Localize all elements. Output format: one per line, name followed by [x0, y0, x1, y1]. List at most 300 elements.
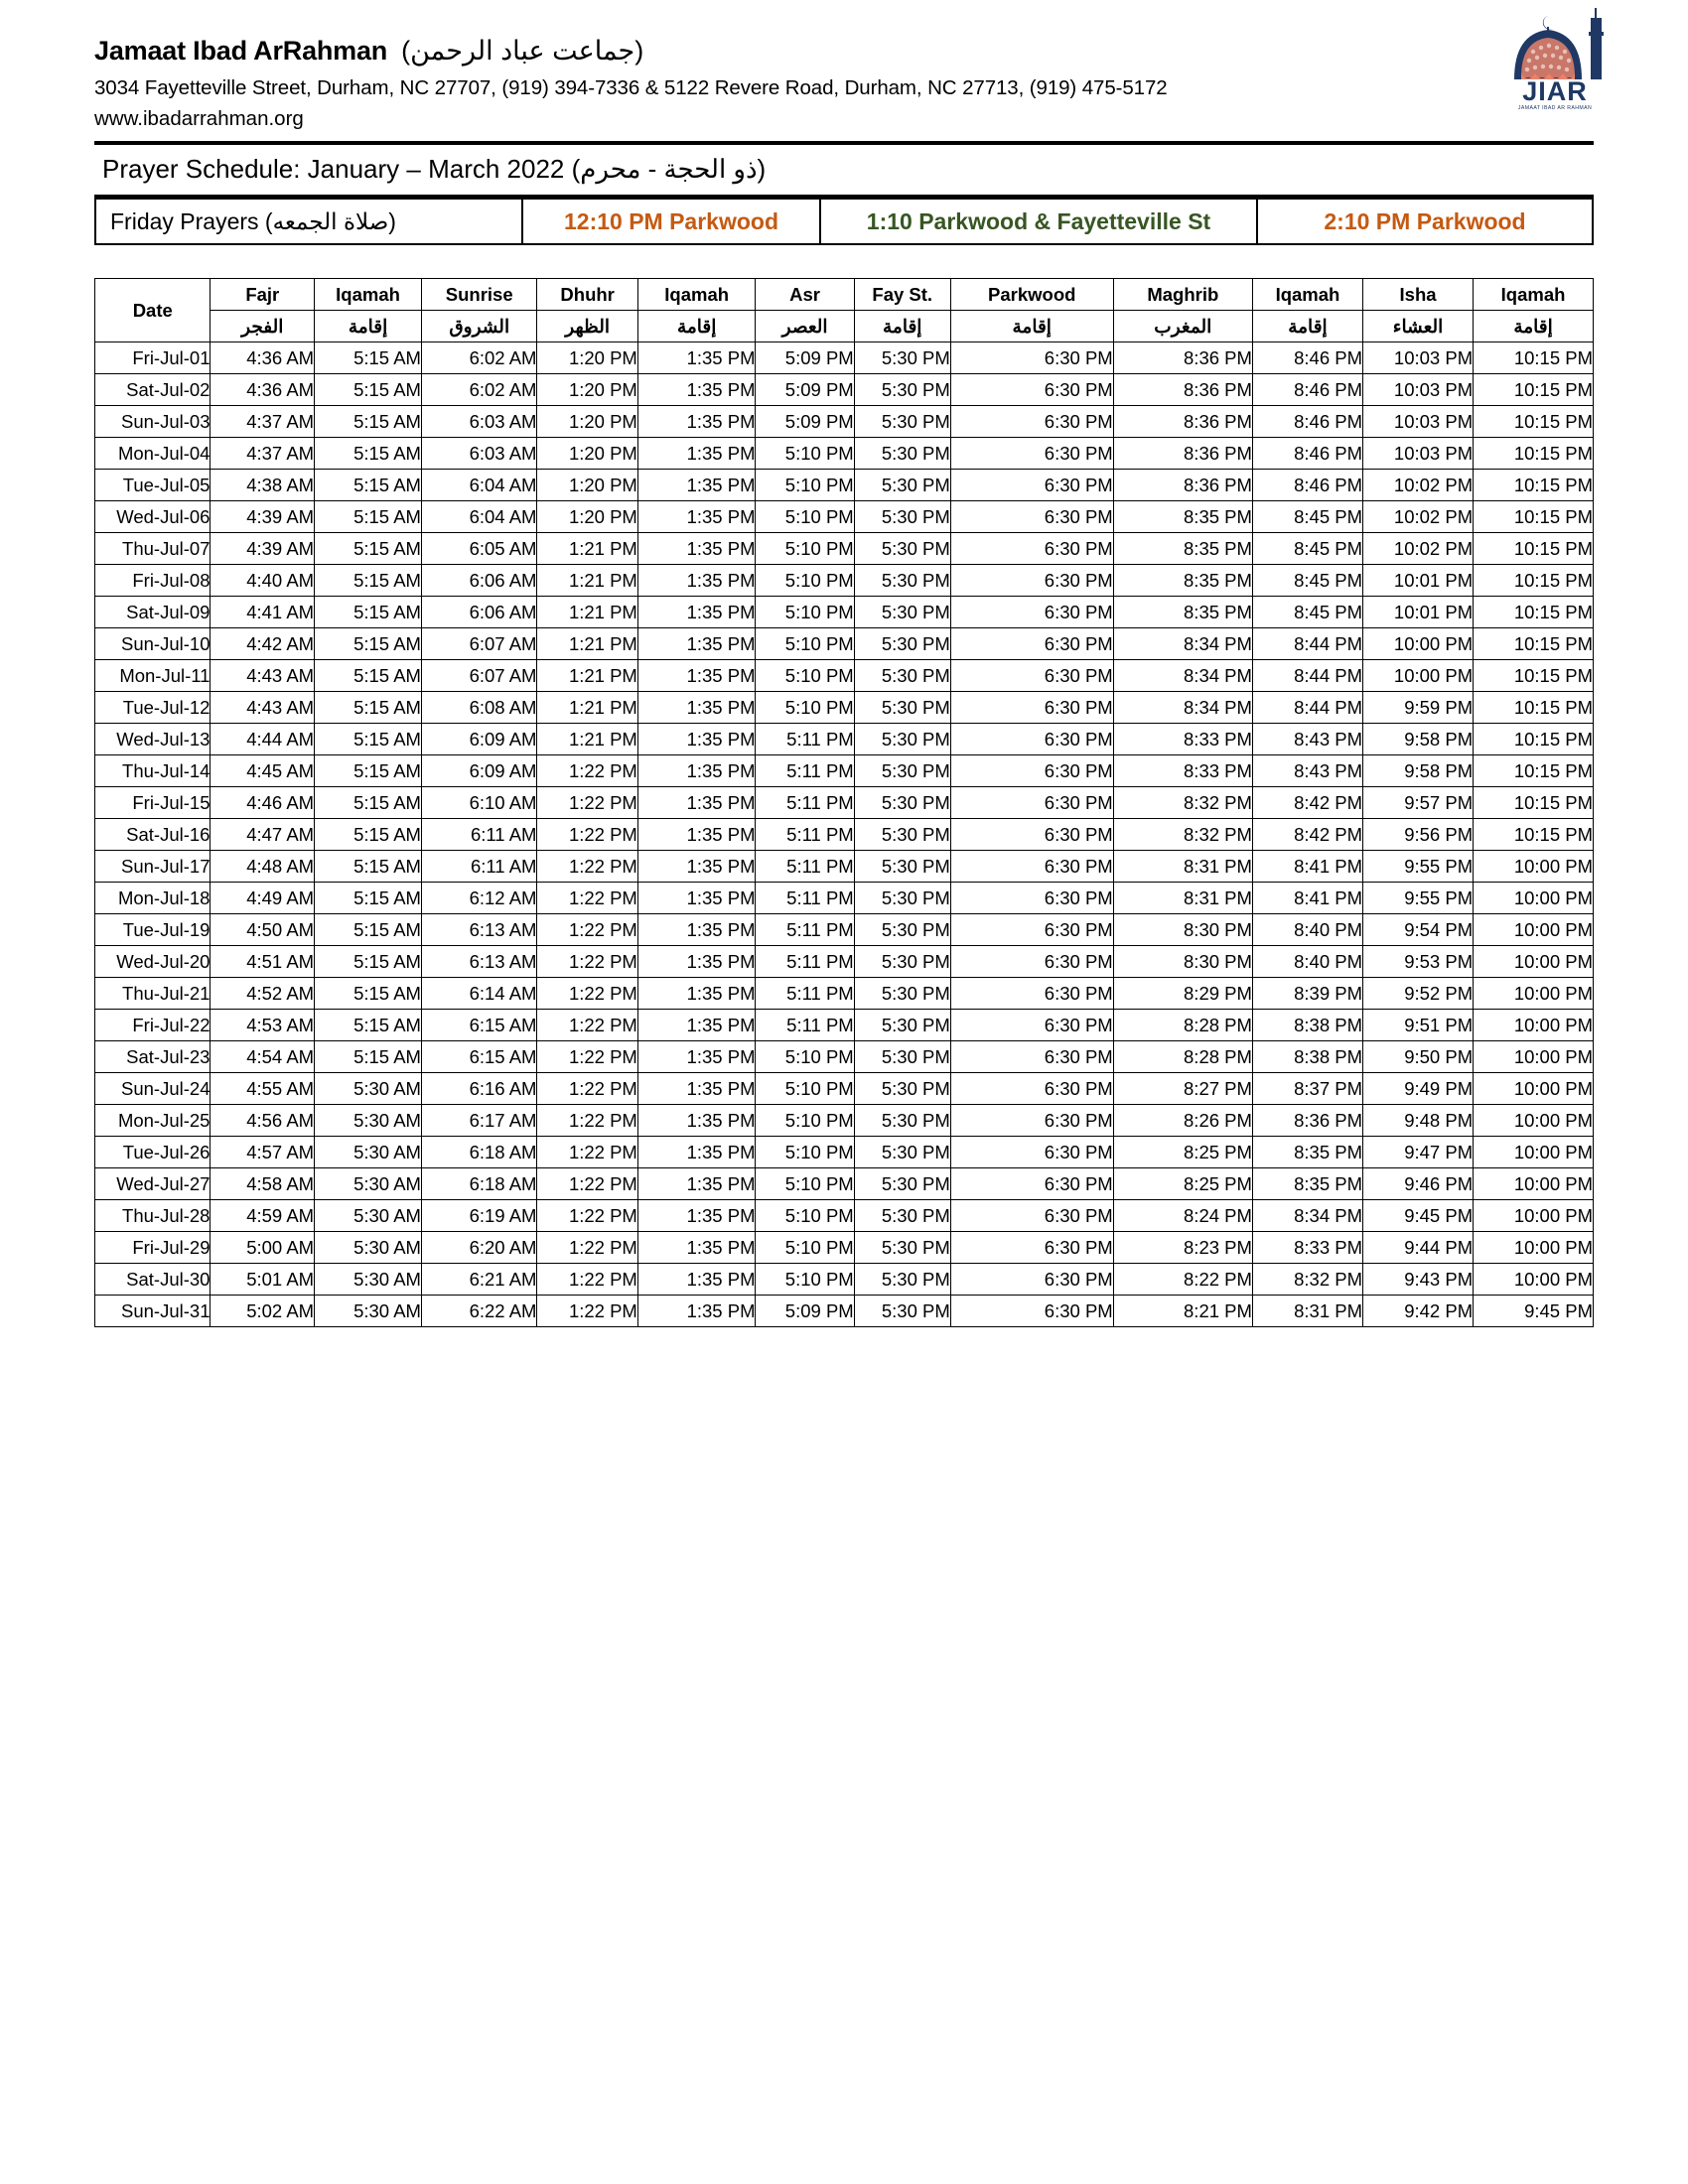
cell-date: Mon-Jul-25 — [95, 1105, 211, 1137]
cell-time: 1:35 PM — [637, 1232, 756, 1264]
cell-time: 5:15 AM — [315, 438, 422, 470]
cell-time: 5:10 PM — [756, 1073, 854, 1105]
cell-time: 1:21 PM — [537, 628, 637, 660]
cell-time: 5:10 PM — [756, 1168, 854, 1200]
cell-time: 6:30 PM — [950, 1105, 1113, 1137]
cell-time: 5:10 PM — [756, 1232, 854, 1264]
cell-time: 1:22 PM — [537, 1264, 637, 1296]
cell-time: 4:59 AM — [211, 1200, 315, 1232]
cell-time: 5:30 PM — [854, 946, 950, 978]
cell-time: 10:00 PM — [1474, 1200, 1594, 1232]
cell-time: 1:22 PM — [537, 1010, 637, 1041]
cell-time: 8:45 PM — [1252, 597, 1362, 628]
cell-time: 1:22 PM — [537, 1041, 637, 1073]
cell-time: 10:15 PM — [1474, 501, 1594, 533]
cell-time: 1:35 PM — [637, 1010, 756, 1041]
cell-time: 1:35 PM — [637, 597, 756, 628]
cell-time: 1:35 PM — [637, 724, 756, 755]
mosque-logo-icon — [1496, 8, 1614, 113]
cell-time: 8:33 PM — [1113, 724, 1252, 755]
cell-time: 6:30 PM — [950, 755, 1113, 787]
cell-time: 6:30 PM — [950, 501, 1113, 533]
cell-time: 8:36 PM — [1113, 470, 1252, 501]
cell-time: 1:35 PM — [637, 1041, 756, 1073]
cell-time: 5:11 PM — [756, 851, 854, 883]
cell-time: 6:30 PM — [950, 1137, 1113, 1168]
table-row — [95, 851, 1594, 883]
cell-time: 5:11 PM — [756, 755, 854, 787]
cell-time: 5:10 PM — [756, 692, 854, 724]
cell-time: 6:06 AM — [421, 565, 536, 597]
cell-time: 4:39 AM — [211, 501, 315, 533]
column-header-dhuhr: Dhuhr — [537, 279, 637, 311]
cell-time: 10:00 PM — [1474, 1168, 1594, 1200]
cell-time: 5:10 PM — [756, 470, 854, 501]
cell-time: 1:20 PM — [537, 501, 637, 533]
cell-time: 4:50 AM — [211, 914, 315, 946]
cell-time: 6:15 AM — [421, 1041, 536, 1073]
cell-date: Tue-Jul-19 — [95, 914, 211, 946]
table-row — [95, 1232, 1594, 1264]
column-header-parkwood: Parkwood — [950, 279, 1113, 311]
cell-time: 5:30 PM — [854, 342, 950, 374]
cell-time: 10:03 PM — [1363, 406, 1474, 438]
cell-time: 9:50 PM — [1363, 1041, 1474, 1073]
cell-time: 5:30 PM — [854, 1296, 950, 1327]
cell-time: 5:15 AM — [315, 565, 422, 597]
cell-time: 5:01 AM — [211, 1264, 315, 1296]
cell-time: 1:35 PM — [637, 978, 756, 1010]
cell-time: 6:03 AM — [421, 438, 536, 470]
cell-time: 6:04 AM — [421, 470, 536, 501]
cell-time: 5:30 PM — [854, 1232, 950, 1264]
jiar-logo — [1496, 8, 1614, 113]
cell-time: 6:11 AM — [421, 851, 536, 883]
cell-time: 5:10 PM — [756, 501, 854, 533]
cell-time: 6:30 PM — [950, 470, 1113, 501]
cell-time: 8:35 PM — [1252, 1168, 1362, 1200]
table-row — [95, 533, 1594, 565]
cell-time: 1:35 PM — [637, 660, 756, 692]
cell-time: 10:02 PM — [1363, 533, 1474, 565]
cell-time: 4:58 AM — [211, 1168, 315, 1200]
cell-time: 9:53 PM — [1363, 946, 1474, 978]
cell-time: 10:15 PM — [1474, 692, 1594, 724]
cell-date: Mon-Jul-04 — [95, 438, 211, 470]
cell-date: Wed-Jul-20 — [95, 946, 211, 978]
cell-time: 8:46 PM — [1252, 438, 1362, 470]
cell-time: 5:30 PM — [854, 1073, 950, 1105]
cell-time: 1:35 PM — [637, 470, 756, 501]
organization-line — [94, 36, 1604, 67]
cell-time: 1:22 PM — [537, 1073, 637, 1105]
cell-time: 9:48 PM — [1363, 1105, 1474, 1137]
cell-time: 5:30 AM — [315, 1105, 422, 1137]
cell-time: 4:37 AM — [211, 438, 315, 470]
cell-time: 5:30 PM — [854, 1168, 950, 1200]
cell-date: Sat-Jul-16 — [95, 819, 211, 851]
column-header-sunrise-ar: الشروق — [421, 311, 536, 342]
cell-time: 8:43 PM — [1252, 755, 1362, 787]
cell-time: 8:46 PM — [1252, 342, 1362, 374]
column-header-fajr-ar: الفجر — [211, 311, 315, 342]
column-header-isha-iqamah: Iqamah — [1474, 279, 1594, 311]
cell-time: 8:28 PM — [1113, 1041, 1252, 1073]
cell-time: 10:15 PM — [1474, 660, 1594, 692]
cell-time: 5:30 PM — [854, 755, 950, 787]
friday-prayers-row — [94, 200, 1594, 245]
cell-date: Sat-Jul-09 — [95, 597, 211, 628]
svg-text:JIAR: JIAR — [1522, 76, 1588, 106]
cell-time: 4:47 AM — [211, 819, 315, 851]
cell-time: 6:11 AM — [421, 819, 536, 851]
cell-time: 6:30 PM — [950, 533, 1113, 565]
cell-time: 1:35 PM — [637, 1264, 756, 1296]
column-header-isha-iqamah-ar: إقامة — [1474, 311, 1594, 342]
cell-time: 5:10 PM — [756, 1137, 854, 1168]
table-row — [95, 565, 1594, 597]
cell-time: 9:45 PM — [1474, 1296, 1594, 1327]
cell-time: 8:42 PM — [1252, 819, 1362, 851]
cell-time: 5:09 PM — [756, 342, 854, 374]
cell-time: 8:32 PM — [1113, 819, 1252, 851]
cell-time: 1:35 PM — [637, 1200, 756, 1232]
cell-time: 6:30 PM — [950, 628, 1113, 660]
cell-time: 5:30 PM — [854, 914, 950, 946]
table-row — [95, 883, 1594, 914]
cell-time: 10:01 PM — [1363, 565, 1474, 597]
cell-date: Sat-Jul-02 — [95, 374, 211, 406]
cell-time: 10:00 PM — [1474, 1010, 1594, 1041]
cell-date: Tue-Jul-05 — [95, 470, 211, 501]
cell-time: 5:30 PM — [854, 374, 950, 406]
cell-time: 1:22 PM — [537, 1232, 637, 1264]
cell-time: 1:35 PM — [637, 501, 756, 533]
cell-time: 1:35 PM — [637, 851, 756, 883]
cell-time: 5:10 PM — [756, 1105, 854, 1137]
cell-time: 10:00 PM — [1474, 1041, 1594, 1073]
cell-date: Sat-Jul-30 — [95, 1264, 211, 1296]
cell-time: 1:35 PM — [637, 1105, 756, 1137]
cell-time: 6:15 AM — [421, 1010, 536, 1041]
table-row — [95, 1137, 1594, 1168]
cell-time: 9:52 PM — [1363, 978, 1474, 1010]
cell-time: 4:51 AM — [211, 946, 315, 978]
cell-time: 6:16 AM — [421, 1073, 536, 1105]
cell-time: 9:55 PM — [1363, 883, 1474, 914]
cell-time: 10:00 PM — [1474, 978, 1594, 1010]
cell-time: 10:03 PM — [1363, 374, 1474, 406]
cell-time: 1:20 PM — [537, 470, 637, 501]
cell-time: 6:10 AM — [421, 787, 536, 819]
column-header-fajr-iqamah: Iqamah — [315, 279, 422, 311]
cell-time: 5:11 PM — [756, 883, 854, 914]
cell-time: 5:30 AM — [315, 1264, 422, 1296]
table-row — [95, 438, 1594, 470]
cell-time: 5:15 AM — [315, 374, 422, 406]
cell-time: 5:10 PM — [756, 565, 854, 597]
cell-time: 5:15 AM — [315, 533, 422, 565]
cell-time: 1:21 PM — [537, 692, 637, 724]
cell-time: 8:40 PM — [1252, 914, 1362, 946]
cell-time: 5:30 PM — [854, 565, 950, 597]
cell-time: 6:09 AM — [421, 724, 536, 755]
friday-prayers-label: Friday Prayers (صلاة الجمعه) — [96, 200, 523, 243]
cell-time: 1:22 PM — [537, 1137, 637, 1168]
cell-time: 5:15 AM — [315, 342, 422, 374]
cell-date: Wed-Jul-06 — [95, 501, 211, 533]
cell-time: 10:01 PM — [1363, 597, 1474, 628]
cell-time: 5:11 PM — [756, 946, 854, 978]
cell-time: 6:30 PM — [950, 438, 1113, 470]
cell-time: 8:27 PM — [1113, 1073, 1252, 1105]
cell-date: Thu-Jul-14 — [95, 755, 211, 787]
table-row — [95, 1105, 1594, 1137]
cell-time: 6:20 AM — [421, 1232, 536, 1264]
cell-date: Thu-Jul-07 — [95, 533, 211, 565]
cell-time: 1:20 PM — [537, 438, 637, 470]
cell-time: 5:15 AM — [315, 914, 422, 946]
cell-time: 4:45 AM — [211, 755, 315, 787]
cell-time: 5:11 PM — [756, 819, 854, 851]
cell-time: 8:25 PM — [1113, 1168, 1252, 1200]
table-row — [95, 692, 1594, 724]
cell-time: 5:15 AM — [315, 883, 422, 914]
cell-time: 8:31 PM — [1252, 1296, 1362, 1327]
table-row — [95, 1296, 1594, 1327]
cell-time: 4:53 AM — [211, 1010, 315, 1041]
cell-time: 4:43 AM — [211, 692, 315, 724]
cell-time: 9:43 PM — [1363, 1264, 1474, 1296]
cell-time: 5:30 AM — [315, 1073, 422, 1105]
cell-time: 5:30 PM — [854, 1200, 950, 1232]
table-row — [95, 946, 1594, 978]
organization-address: 3034 Fayetteville Street, Durham, NC 27707, (919) 394-7336 & 5122 Revere Road, Durham, NC 27713, (919) 475-5172 — [94, 76, 1168, 99]
cell-time: 9:56 PM — [1363, 819, 1474, 851]
cell-time: 10:15 PM — [1474, 819, 1594, 851]
cell-time: 10:15 PM — [1474, 597, 1594, 628]
cell-time: 5:30 AM — [315, 1137, 422, 1168]
cell-date: Thu-Jul-21 — [95, 978, 211, 1010]
cell-time: 8:41 PM — [1252, 883, 1362, 914]
cell-time: 6:19 AM — [421, 1200, 536, 1232]
cell-time: 9:51 PM — [1363, 1010, 1474, 1041]
cell-date: Sun-Jul-24 — [95, 1073, 211, 1105]
cell-time: 5:15 AM — [315, 1010, 422, 1041]
cell-time: 5:15 AM — [315, 819, 422, 851]
column-header-fajr-iqamah-ar: إقامة — [315, 311, 422, 342]
cell-time: 10:15 PM — [1474, 724, 1594, 755]
cell-time: 8:26 PM — [1113, 1105, 1252, 1137]
cell-time: 10:02 PM — [1363, 470, 1474, 501]
cell-time: 5:30 AM — [315, 1296, 422, 1327]
cell-time: 6:18 AM — [421, 1137, 536, 1168]
cell-time: 4:56 AM — [211, 1105, 315, 1137]
cell-time: 6:30 PM — [950, 978, 1113, 1010]
cell-time: 1:35 PM — [637, 1073, 756, 1105]
column-header-date: Date — [95, 279, 211, 342]
cell-time: 6:30 PM — [950, 883, 1113, 914]
cell-time: 5:10 PM — [756, 597, 854, 628]
column-header-maghrib-iqamah: Iqamah — [1252, 279, 1362, 311]
cell-time: 10:15 PM — [1474, 755, 1594, 787]
cell-time: 6:13 AM — [421, 914, 536, 946]
cell-time: 10:00 PM — [1474, 851, 1594, 883]
cell-time: 5:30 PM — [854, 883, 950, 914]
cell-time: 5:10 PM — [756, 1264, 854, 1296]
cell-date: Tue-Jul-12 — [95, 692, 211, 724]
cell-time: 5:30 PM — [854, 1137, 950, 1168]
cell-date: Sun-Jul-17 — [95, 851, 211, 883]
cell-time: 5:15 AM — [315, 406, 422, 438]
cell-time: 1:35 PM — [637, 787, 756, 819]
cell-time: 6:07 AM — [421, 628, 536, 660]
cell-time: 5:30 PM — [854, 819, 950, 851]
cell-time: 6:30 PM — [950, 914, 1113, 946]
cell-time: 5:15 AM — [315, 692, 422, 724]
cell-time: 10:15 PM — [1474, 374, 1594, 406]
table-row — [95, 787, 1594, 819]
cell-time: 10:00 PM — [1474, 1264, 1594, 1296]
table-header-row-arabic — [95, 311, 1594, 342]
cell-time: 10:15 PM — [1474, 565, 1594, 597]
cell-time: 8:22 PM — [1113, 1264, 1252, 1296]
cell-time: 8:41 PM — [1252, 851, 1362, 883]
column-header-fajr: Fajr — [211, 279, 315, 311]
cell-time: 5:10 PM — [756, 533, 854, 565]
cell-time: 1:22 PM — [537, 883, 637, 914]
table-row — [95, 342, 1594, 374]
cell-time: 5:10 PM — [756, 438, 854, 470]
cell-time: 5:11 PM — [756, 787, 854, 819]
cell-time: 6:30 PM — [950, 406, 1113, 438]
cell-time: 6:30 PM — [950, 724, 1113, 755]
cell-date: Mon-Jul-18 — [95, 883, 211, 914]
cell-time: 5:15 AM — [315, 470, 422, 501]
cell-time: 1:35 PM — [637, 914, 756, 946]
cell-time: 8:24 PM — [1113, 1200, 1252, 1232]
cell-time: 5:30 PM — [854, 724, 950, 755]
cell-time: 9:58 PM — [1363, 755, 1474, 787]
cell-time: 6:03 AM — [421, 406, 536, 438]
cell-time: 5:30 AM — [315, 1232, 422, 1264]
cell-time: 6:04 AM — [421, 501, 536, 533]
cell-time: 5:15 AM — [315, 755, 422, 787]
cell-time: 8:33 PM — [1113, 755, 1252, 787]
cell-time: 1:22 PM — [537, 755, 637, 787]
column-header-asr: Asr — [756, 279, 854, 311]
cell-time: 10:00 PM — [1363, 660, 1474, 692]
cell-time: 10:00 PM — [1474, 946, 1594, 978]
cell-time: 5:15 AM — [315, 1041, 422, 1073]
cell-time: 1:21 PM — [537, 597, 637, 628]
cell-time: 10:03 PM — [1363, 342, 1474, 374]
cell-time: 10:15 PM — [1474, 470, 1594, 501]
cell-time: 8:35 PM — [1113, 597, 1252, 628]
cell-time: 8:38 PM — [1252, 1041, 1362, 1073]
cell-time: 4:52 AM — [211, 978, 315, 1010]
friday-time-1: 12:10 PM Parkwood — [523, 200, 821, 243]
cell-time: 4:43 AM — [211, 660, 315, 692]
cell-time: 5:15 AM — [315, 660, 422, 692]
cell-time: 5:30 PM — [854, 1041, 950, 1073]
cell-time: 1:22 PM — [537, 946, 637, 978]
cell-time: 1:35 PM — [637, 533, 756, 565]
table-header-row-english — [95, 279, 1594, 311]
cell-time: 8:30 PM — [1113, 914, 1252, 946]
cell-time: 6:30 PM — [950, 851, 1113, 883]
table-row — [95, 628, 1594, 660]
cell-time: 10:15 PM — [1474, 787, 1594, 819]
schedule-table-wrapper — [94, 278, 1594, 1327]
table-row — [95, 1168, 1594, 1200]
cell-time: 6:08 AM — [421, 692, 536, 724]
cell-time: 9:46 PM — [1363, 1168, 1474, 1200]
cell-time: 9:42 PM — [1363, 1296, 1474, 1327]
cell-time: 8:44 PM — [1252, 628, 1362, 660]
cell-time: 1:35 PM — [637, 342, 756, 374]
cell-time: 9:44 PM — [1363, 1232, 1474, 1264]
cell-date: Mon-Jul-11 — [95, 660, 211, 692]
table-row — [95, 914, 1594, 946]
cell-time: 8:31 PM — [1113, 883, 1252, 914]
table-row — [95, 819, 1594, 851]
cell-time: 10:15 PM — [1474, 628, 1594, 660]
cell-time: 6:17 AM — [421, 1105, 536, 1137]
cell-date: Wed-Jul-27 — [95, 1168, 211, 1200]
cell-date: Fri-Jul-22 — [95, 1010, 211, 1041]
cell-date: Fri-Jul-29 — [95, 1232, 211, 1264]
cell-time: 8:44 PM — [1252, 692, 1362, 724]
cell-time: 1:22 PM — [537, 1296, 637, 1327]
cell-time: 6:05 AM — [421, 533, 536, 565]
table-row — [95, 755, 1594, 787]
cell-time: 5:30 PM — [854, 438, 950, 470]
column-header-maghrib-ar: المغرب — [1113, 311, 1252, 342]
cell-time: 6:30 PM — [950, 1041, 1113, 1073]
cell-time: 5:30 PM — [854, 692, 950, 724]
cell-time: 6:30 PM — [950, 1264, 1113, 1296]
cell-time: 5:30 PM — [854, 660, 950, 692]
cell-date: Fri-Jul-08 — [95, 565, 211, 597]
cell-time: 8:30 PM — [1113, 946, 1252, 978]
cell-time: 6:30 PM — [950, 1010, 1113, 1041]
cell-time: 5:15 AM — [315, 978, 422, 1010]
cell-time: 5:30 PM — [854, 1264, 950, 1296]
cell-time: 10:15 PM — [1474, 342, 1594, 374]
cell-time: 6:30 PM — [950, 787, 1113, 819]
cell-date: Tue-Jul-26 — [95, 1137, 211, 1168]
cell-time: 9:57 PM — [1363, 787, 1474, 819]
cell-time: 6:30 PM — [950, 1073, 1113, 1105]
cell-time: 6:30 PM — [950, 565, 1113, 597]
cell-time: 1:22 PM — [537, 1105, 637, 1137]
cell-time: 1:21 PM — [537, 660, 637, 692]
cell-time: 8:35 PM — [1252, 1137, 1362, 1168]
organization-name-arabic: (جماعت عباد الرحمن) — [401, 36, 644, 66]
friday-time-3: 2:10 PM Parkwood — [1324, 207, 1526, 234]
table-row — [95, 374, 1594, 406]
cell-time: 8:36 PM — [1252, 1105, 1362, 1137]
organization-website: www.ibadarrahman.org — [94, 107, 304, 130]
cell-time: 5:00 AM — [211, 1232, 315, 1264]
cell-time: 1:20 PM — [537, 374, 637, 406]
cell-time: 4:36 AM — [211, 374, 315, 406]
cell-time: 1:35 PM — [637, 1137, 756, 1168]
cell-time: 4:49 AM — [211, 883, 315, 914]
cell-time: 6:14 AM — [421, 978, 536, 1010]
cell-time: 4:42 AM — [211, 628, 315, 660]
